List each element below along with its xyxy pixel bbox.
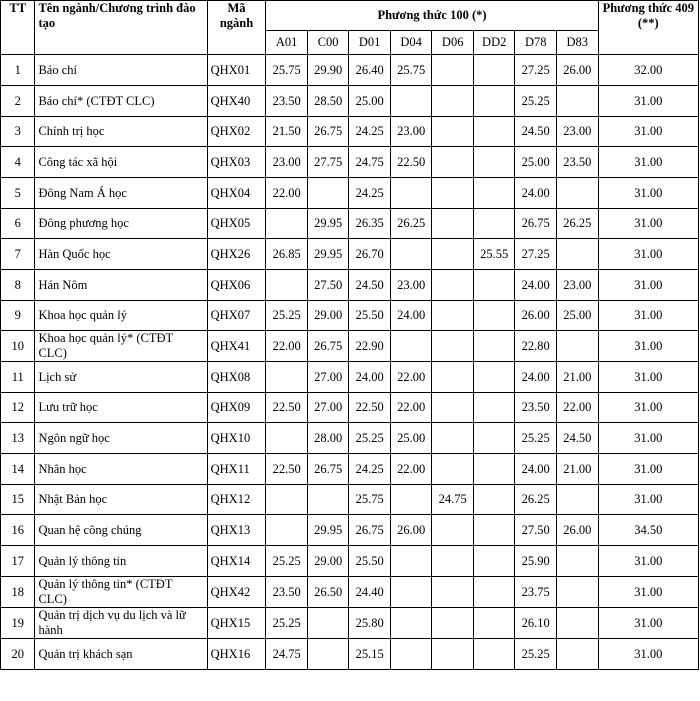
row-score-d01: 24.25 <box>349 178 391 209</box>
row-score-d04 <box>390 608 432 639</box>
row-score-d83 <box>556 178 598 209</box>
row-tt: 2 <box>1 86 35 117</box>
row-program-code: QHX09 <box>207 393 266 423</box>
table-row <box>1 485 699 515</box>
row-method-409-score: 31.00 <box>598 423 698 454</box>
row-program-name: Quan hệ công chúng <box>35 515 207 546</box>
row-score-d04 <box>390 485 432 515</box>
row-score-dd2: 25.55 <box>473 239 515 270</box>
row-score-d04: 22.00 <box>390 454 432 485</box>
row-tt: 3 <box>1 117 35 147</box>
row-program-name: Nhân học <box>35 454 207 485</box>
row-score-dd2 <box>473 454 515 485</box>
row-program-code: QHX13 <box>207 515 266 546</box>
row-score-d04: 22.00 <box>390 362 432 393</box>
row-score-d83 <box>556 608 598 639</box>
row-score-c00: 27.50 <box>307 270 349 301</box>
table-row <box>1 209 699 239</box>
row-score-c00 <box>307 178 349 209</box>
row-score-d78: 24.00 <box>515 178 557 209</box>
row-score-d06 <box>432 209 474 239</box>
row-score-c00: 29.95 <box>307 239 349 270</box>
row-score-d78: 24.00 <box>515 454 557 485</box>
row-score-d01: 26.75 <box>349 515 391 546</box>
row-program-code: QHX06 <box>207 270 266 301</box>
row-score-d83: 26.00 <box>556 515 598 546</box>
row-score-d78: 25.90 <box>515 546 557 577</box>
row-tt: 17 <box>1 546 35 577</box>
row-score-c00 <box>307 485 349 515</box>
row-score-d78: 24.50 <box>515 117 557 147</box>
row-program-name: Chính trị học <box>35 117 207 147</box>
row-tt: 6 <box>1 209 35 239</box>
header-row-top <box>1 1 699 31</box>
row-tt: 19 <box>1 608 35 639</box>
row-score-a01: 22.50 <box>266 454 308 485</box>
header-program-code: Mã ngành <box>207 1 266 55</box>
table-row <box>1 608 699 639</box>
table-row <box>1 270 699 301</box>
row-score-d01: 24.00 <box>349 362 391 393</box>
row-score-d01: 25.50 <box>349 546 391 577</box>
row-score-dd2 <box>473 515 515 546</box>
row-program-code: QHX02 <box>207 117 266 147</box>
row-score-d01: 22.90 <box>349 331 391 362</box>
subject-header-a01: A01 <box>266 31 308 55</box>
header-method-100: Phương thức 100 (*) <box>266 1 598 31</box>
row-score-d83 <box>556 86 598 117</box>
row-score-d78: 24.00 <box>515 362 557 393</box>
row-score-d78: 26.25 <box>515 485 557 515</box>
row-score-c00: 27.75 <box>307 147 349 178</box>
table-row <box>1 301 699 331</box>
table-row <box>1 454 699 485</box>
row-tt: 5 <box>1 178 35 209</box>
row-program-code: QHX15 <box>207 608 266 639</box>
row-program-name: Khoa học quản lý <box>35 301 207 331</box>
row-program-name: Nhật Bản học <box>35 485 207 515</box>
row-method-409-score: 31.00 <box>598 239 698 270</box>
row-program-code: QHX12 <box>207 485 266 515</box>
row-score-a01: 22.50 <box>266 393 308 423</box>
row-score-d06 <box>432 331 474 362</box>
row-score-dd2 <box>473 331 515 362</box>
row-score-d78: 24.00 <box>515 270 557 301</box>
row-score-d83: 23.50 <box>556 147 598 178</box>
subject-header-d83: D83 <box>556 31 598 55</box>
row-score-a01: 21.50 <box>266 117 308 147</box>
row-program-name: Quản lý thông tin <box>35 546 207 577</box>
row-score-dd2 <box>473 546 515 577</box>
row-score-a01: 25.25 <box>266 546 308 577</box>
header-tt: TT <box>1 1 35 55</box>
row-tt: 9 <box>1 301 35 331</box>
row-score-dd2 <box>473 55 515 86</box>
subject-header-d06: D06 <box>432 31 474 55</box>
row-method-409-score: 31.00 <box>598 362 698 393</box>
row-method-409-score: 31.00 <box>598 546 698 577</box>
row-score-a01: 25.75 <box>266 55 308 86</box>
row-score-d04: 24.00 <box>390 301 432 331</box>
row-score-d01: 25.80 <box>349 608 391 639</box>
row-score-c00: 27.00 <box>307 362 349 393</box>
table-row <box>1 546 699 577</box>
row-program-code: QHX26 <box>207 239 266 270</box>
row-score-a01: 25.25 <box>266 608 308 639</box>
row-score-d06 <box>432 270 474 301</box>
row-score-d01: 24.50 <box>349 270 391 301</box>
row-score-d04: 26.00 <box>390 515 432 546</box>
row-score-c00: 26.75 <box>307 331 349 362</box>
row-score-d06 <box>432 239 474 270</box>
row-score-c00: 28.50 <box>307 86 349 117</box>
row-program-code: QHX03 <box>207 147 266 178</box>
row-score-d78: 27.25 <box>515 55 557 86</box>
row-score-d01: 24.75 <box>349 147 391 178</box>
row-score-d83: 26.25 <box>556 209 598 239</box>
table-row <box>1 178 699 209</box>
row-tt: 15 <box>1 485 35 515</box>
row-score-d04: 23.00 <box>390 117 432 147</box>
row-method-409-score: 31.00 <box>598 86 698 117</box>
row-score-d83: 21.00 <box>556 454 598 485</box>
row-score-a01 <box>266 515 308 546</box>
row-score-d78: 26.75 <box>515 209 557 239</box>
row-program-name: Lịch sử <box>35 362 207 393</box>
row-program-code: QHX42 <box>207 577 266 608</box>
row-tt: 14 <box>1 454 35 485</box>
row-score-d83 <box>556 546 598 577</box>
row-score-c00: 28.00 <box>307 423 349 454</box>
table-row <box>1 393 699 423</box>
row-method-409-score: 31.00 <box>598 485 698 515</box>
row-score-d04 <box>390 639 432 670</box>
row-score-c00: 26.75 <box>307 117 349 147</box>
row-score-d78: 25.25 <box>515 423 557 454</box>
row-tt: 8 <box>1 270 35 301</box>
row-method-409-score: 31.00 <box>598 639 698 670</box>
row-program-code: QHX04 <box>207 178 266 209</box>
row-program-code: QHX11 <box>207 454 266 485</box>
row-score-a01 <box>266 485 308 515</box>
row-method-409-score: 32.00 <box>598 55 698 86</box>
row-tt: 1 <box>1 55 35 86</box>
row-score-d06 <box>432 178 474 209</box>
row-score-d04 <box>390 546 432 577</box>
row-score-d06 <box>432 546 474 577</box>
subject-header-d78: D78 <box>515 31 557 55</box>
row-score-dd2 <box>473 301 515 331</box>
subject-header-dd2: DD2 <box>473 31 515 55</box>
row-score-c00: 29.95 <box>307 515 349 546</box>
row-program-code: QHX41 <box>207 331 266 362</box>
row-method-409-score: 34.50 <box>598 515 698 546</box>
row-score-d04: 22.00 <box>390 393 432 423</box>
row-score-dd2 <box>473 117 515 147</box>
row-score-dd2 <box>473 393 515 423</box>
row-score-d04 <box>390 239 432 270</box>
row-score-a01: 23.50 <box>266 86 308 117</box>
row-score-d83: 21.00 <box>556 362 598 393</box>
row-score-d78: 25.25 <box>515 639 557 670</box>
row-score-d83 <box>556 239 598 270</box>
row-score-d06 <box>432 117 474 147</box>
row-program-code: QHX10 <box>207 423 266 454</box>
row-method-409-score: 31.00 <box>598 301 698 331</box>
row-score-d83 <box>556 577 598 608</box>
row-score-dd2 <box>473 178 515 209</box>
row-score-d01: 25.00 <box>349 86 391 117</box>
row-program-name: Đông Nam Á học <box>35 178 207 209</box>
row-score-d83 <box>556 485 598 515</box>
row-score-d83 <box>556 639 598 670</box>
row-score-d06 <box>432 393 474 423</box>
row-method-409-score: 31.00 <box>598 270 698 301</box>
row-score-c00 <box>307 608 349 639</box>
row-score-a01: 24.75 <box>266 639 308 670</box>
row-score-d78: 23.75 <box>515 577 557 608</box>
row-score-d06 <box>432 515 474 546</box>
row-score-d78: 25.00 <box>515 147 557 178</box>
row-score-a01 <box>266 209 308 239</box>
row-score-d83: 24.50 <box>556 423 598 454</box>
row-score-d78: 25.25 <box>515 86 557 117</box>
row-tt: 11 <box>1 362 35 393</box>
row-score-dd2 <box>473 209 515 239</box>
table-row <box>1 55 699 86</box>
subject-header-d01: D01 <box>349 31 391 55</box>
row-score-a01: 22.00 <box>266 331 308 362</box>
row-method-409-score: 31.00 <box>598 178 698 209</box>
row-score-d06 <box>432 147 474 178</box>
row-program-name: Quản trị khách sạn <box>35 639 207 670</box>
row-score-d83: 26.00 <box>556 55 598 86</box>
row-program-name: Hàn Quốc học <box>35 239 207 270</box>
row-score-d01: 26.70 <box>349 239 391 270</box>
table-row <box>1 117 699 147</box>
row-program-code: QHX07 <box>207 301 266 331</box>
row-score-d06: 24.75 <box>432 485 474 515</box>
row-tt: 12 <box>1 393 35 423</box>
row-program-code: QHX40 <box>207 86 266 117</box>
row-method-409-score: 31.00 <box>598 608 698 639</box>
row-method-409-score: 31.00 <box>598 331 698 362</box>
subject-header-c00: C00 <box>307 31 349 55</box>
row-score-d01: 25.25 <box>349 423 391 454</box>
row-score-a01: 23.50 <box>266 577 308 608</box>
row-score-d04 <box>390 178 432 209</box>
row-score-d83: 22.00 <box>556 393 598 423</box>
row-score-d06 <box>432 608 474 639</box>
table-row <box>1 147 699 178</box>
row-score-d04: 25.00 <box>390 423 432 454</box>
row-method-409-score: 31.00 <box>598 454 698 485</box>
row-score-dd2 <box>473 86 515 117</box>
row-score-d78: 23.50 <box>515 393 557 423</box>
row-score-d01: 24.40 <box>349 577 391 608</box>
row-program-name: Công tác xã hội <box>35 147 207 178</box>
row-score-d04: 23.00 <box>390 270 432 301</box>
row-program-name: Hán Nôm <box>35 270 207 301</box>
row-score-d78: 26.00 <box>515 301 557 331</box>
row-score-d78: 27.25 <box>515 239 557 270</box>
row-program-name: Báo chí <box>35 55 207 86</box>
row-program-name: Quản lý thông tin* (CTĐT CLC) <box>35 577 207 608</box>
row-method-409-score: 31.00 <box>598 117 698 147</box>
row-tt: 7 <box>1 239 35 270</box>
row-score-dd2 <box>473 147 515 178</box>
subject-header-d04: D04 <box>390 31 432 55</box>
row-tt: 18 <box>1 577 35 608</box>
row-program-name: Báo chí* (CTĐT CLC) <box>35 86 207 117</box>
row-score-c00: 26.50 <box>307 577 349 608</box>
row-score-d01: 24.25 <box>349 117 391 147</box>
table-row <box>1 362 699 393</box>
row-tt: 16 <box>1 515 35 546</box>
table-row <box>1 423 699 454</box>
table-row <box>1 577 699 608</box>
row-score-d83: 23.00 <box>556 117 598 147</box>
row-score-c00: 29.90 <box>307 55 349 86</box>
row-score-d83: 23.00 <box>556 270 598 301</box>
row-score-dd2 <box>473 639 515 670</box>
row-score-d83 <box>556 331 598 362</box>
row-method-409-score: 31.00 <box>598 393 698 423</box>
row-score-d04: 25.75 <box>390 55 432 86</box>
row-score-d06 <box>432 55 474 86</box>
row-score-d01: 26.40 <box>349 55 391 86</box>
row-tt: 13 <box>1 423 35 454</box>
table-body <box>1 55 699 670</box>
table-row <box>1 331 699 362</box>
row-score-d78: 27.50 <box>515 515 557 546</box>
row-score-d06 <box>432 423 474 454</box>
header-program-name: Tên ngành/Chương trình đào tạo <box>35 1 207 55</box>
row-score-d06 <box>432 577 474 608</box>
row-score-a01: 23.00 <box>266 147 308 178</box>
row-program-code: QHX01 <box>207 55 266 86</box>
table-row <box>1 86 699 117</box>
row-score-a01: 26.85 <box>266 239 308 270</box>
row-score-dd2 <box>473 577 515 608</box>
row-program-name: Lưu trữ học <box>35 393 207 423</box>
row-score-d83: 25.00 <box>556 301 598 331</box>
row-score-d01: 24.25 <box>349 454 391 485</box>
row-program-name: Quản trị dịch vụ du lịch và lữ hành <box>35 608 207 639</box>
row-program-name: Đông phương học <box>35 209 207 239</box>
row-score-d06 <box>432 86 474 117</box>
row-score-d04: 26.25 <box>390 209 432 239</box>
row-score-a01 <box>266 270 308 301</box>
row-score-a01 <box>266 362 308 393</box>
row-score-dd2 <box>473 608 515 639</box>
row-score-a01: 25.25 <box>266 301 308 331</box>
row-score-d06 <box>432 454 474 485</box>
row-method-409-score: 31.00 <box>598 209 698 239</box>
header-method-409: Phương thức 409 (**) <box>598 1 698 55</box>
row-program-code: QHX16 <box>207 639 266 670</box>
row-program-code: QHX14 <box>207 546 266 577</box>
row-program-name: Ngôn ngữ học <box>35 423 207 454</box>
row-score-c00 <box>307 639 349 670</box>
row-method-409-score: 31.00 <box>598 577 698 608</box>
row-score-c00: 26.75 <box>307 454 349 485</box>
table-row <box>1 239 699 270</box>
row-score-c00: 29.00 <box>307 546 349 577</box>
row-score-d04 <box>390 86 432 117</box>
row-score-dd2 <box>473 362 515 393</box>
row-score-dd2 <box>473 423 515 454</box>
row-tt: 10 <box>1 331 35 362</box>
row-score-d06 <box>432 362 474 393</box>
row-score-c00: 29.95 <box>307 209 349 239</box>
row-score-d06 <box>432 301 474 331</box>
row-score-d01: 22.50 <box>349 393 391 423</box>
row-method-409-score: 31.00 <box>598 147 698 178</box>
table-row <box>1 515 699 546</box>
table-row <box>1 639 699 670</box>
row-score-d01: 25.50 <box>349 301 391 331</box>
row-score-dd2 <box>473 270 515 301</box>
row-score-d04 <box>390 331 432 362</box>
row-score-d04: 22.50 <box>390 147 432 178</box>
row-score-d01: 25.15 <box>349 639 391 670</box>
row-score-c00: 29.00 <box>307 301 349 331</box>
row-score-d01: 26.35 <box>349 209 391 239</box>
row-score-dd2 <box>473 485 515 515</box>
row-score-d04 <box>390 577 432 608</box>
row-score-d78: 22.80 <box>515 331 557 362</box>
row-score-c00: 27.00 <box>307 393 349 423</box>
row-score-a01: 22.00 <box>266 178 308 209</box>
row-score-d06 <box>432 639 474 670</box>
row-tt: 20 <box>1 639 35 670</box>
row-program-code: QHX05 <box>207 209 266 239</box>
row-program-name: Khoa học quản lý* (CTĐT CLC) <box>35 331 207 362</box>
row-score-a01 <box>266 423 308 454</box>
row-score-d01: 25.75 <box>349 485 391 515</box>
row-tt: 4 <box>1 147 35 178</box>
row-score-d78: 26.10 <box>515 608 557 639</box>
row-program-code: QHX08 <box>207 362 266 393</box>
